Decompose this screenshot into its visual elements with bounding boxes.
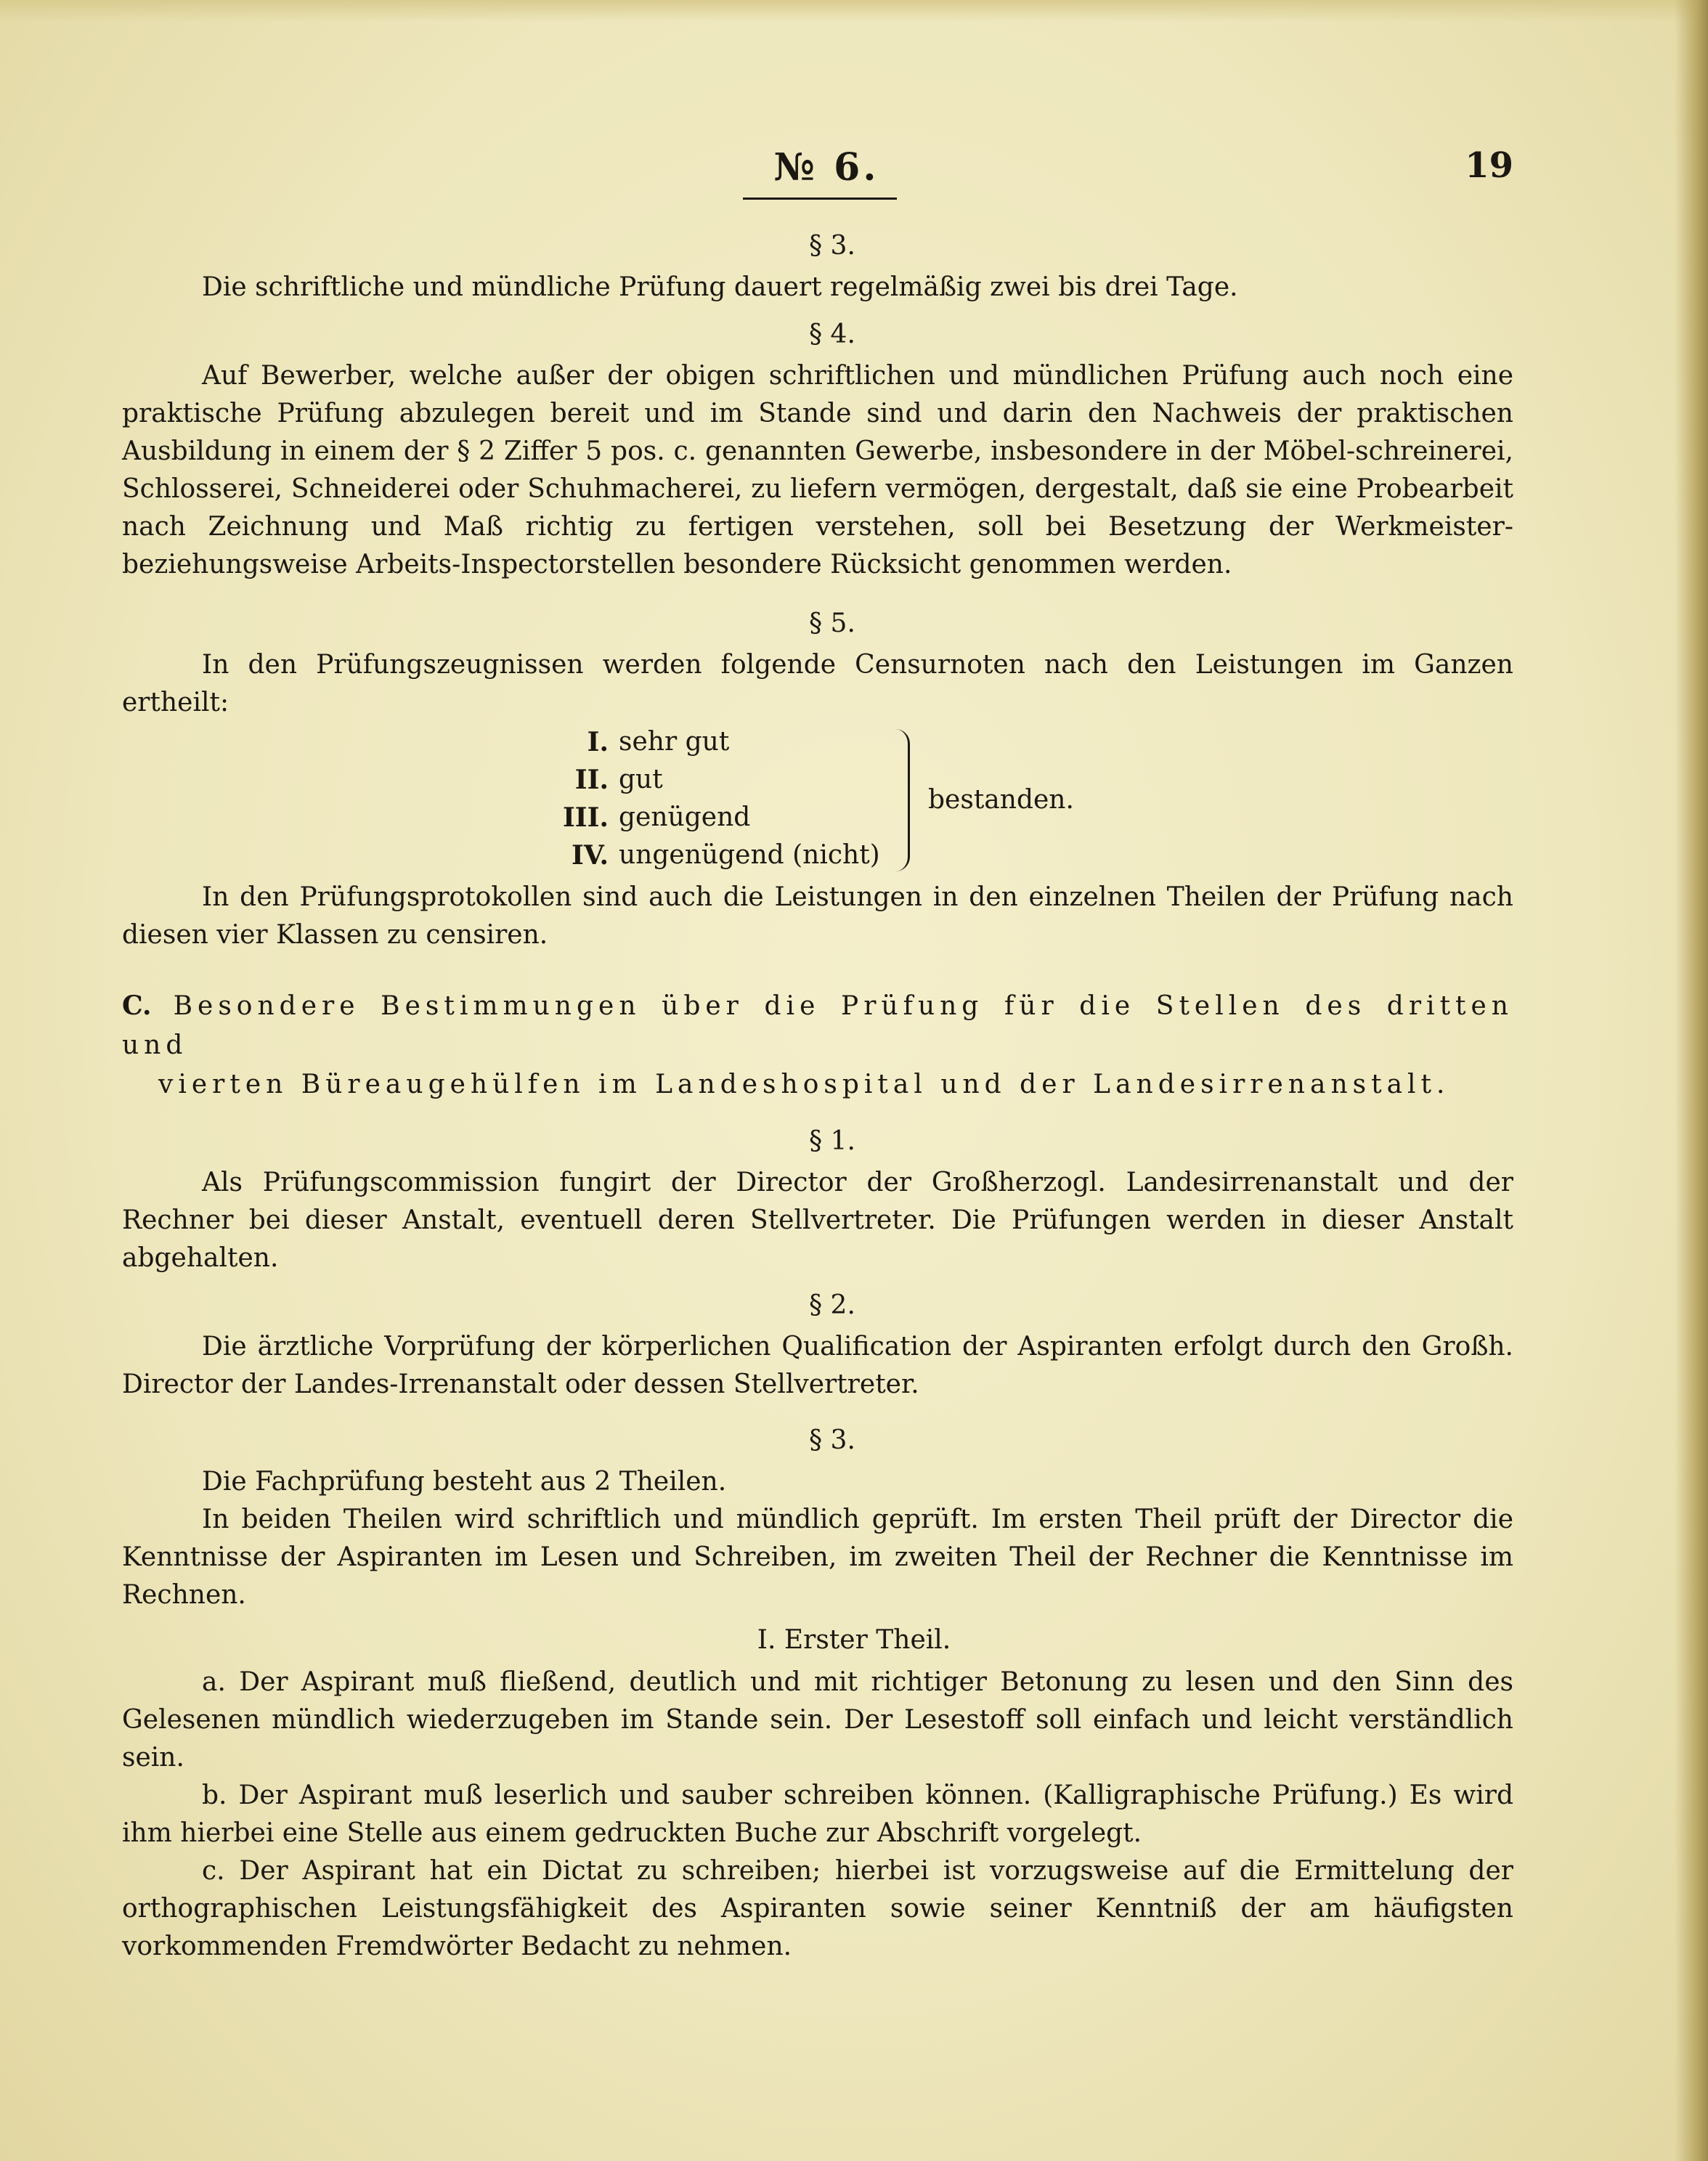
paper-edge-right <box>1675 0 1708 2161</box>
grade-label: gut <box>619 765 663 794</box>
page-number: 19 <box>1465 145 1513 186</box>
section-c-title-line1: Besondere Bestimmungen über die Prüfung für die Stellen des dritten und <box>122 991 1513 1060</box>
grouping-brace <box>889 729 910 871</box>
paragraph: In den Prüfungsprotokollen sind auch die Leistungen in den einzelnen Theilen der Prüfung nach diesen vier Klassen zu censiren. <box>122 882 1513 950</box>
grade-row <box>558 837 880 874</box>
section-heading: § 3. <box>809 1425 855 1455</box>
grade-number: IV. <box>571 840 609 871</box>
section-heading: § 1. <box>809 1126 855 1156</box>
section-c-heading <box>122 986 1513 1104</box>
grade-label: genügend <box>619 802 751 832</box>
paragraph: Die ärztliche Vorprüfung der körperlichen Qualification der Aspiranten erfolgt durch den Großh. Director der Landes-Irrenanstalt oder dessen Stellvertreter. <box>122 1332 1513 1399</box>
grade-list <box>122 723 1513 876</box>
list-item: c. Der Aspirant hat ein Dictat zu schreiben; hierbei ist vorzugsweise auf die Ermittelung der orthographischen Leistungsfähigkeit des Aspiranten sowie seiner Kenntniß der am häufigsten vorkommenden Fremdwörter Bedacht zu nehmen. <box>122 1856 1513 1961</box>
grade-number: I. <box>587 727 609 757</box>
grade-label: sehr gut <box>619 727 730 757</box>
brace-label: bestanden. <box>928 785 1074 815</box>
paragraph: Auf Bewerber, welche außer der obigen schriftlichen und mündlichen Prüfung auch noch eine praktische Prüfung abzulegen bereit und im Stande sind und darin den Nachweis der praktischen Ausbildung in einem der § 2 Ziffer 5 pos. c. genannten Gewerbe, insbesondere in der Möbel-schreinerei, Schlosserei, Schneiderei oder Schuhmacherei, zu liefern vermögen, dergestalt, daß sie eine Probearbeit nach Zeichnung und Maß richtig zu fertigen verstehen, soll bei Besetzung der Werkmeister-beziehungsweise Arbeits-Inspectorstellen besondere Rücksicht genommen werden. <box>122 361 1513 579</box>
paragraph: Die Fachprüfung besteht aus 2 Theilen. <box>202 1467 727 1497</box>
grade-number: II. <box>574 765 609 795</box>
section-heading: § 3. <box>809 231 855 261</box>
paragraph: In beiden Theilen wird schriftlich und mündlich geprüft. Im ersten Theil prüft der Director die Kenntnisse der Aspiranten im Lesen und Schreiben, im zweiten Theil der Rechner die Kenntnisse im Rechnen. <box>122 1505 1513 1610</box>
grade-row <box>558 799 880 837</box>
grade-number: III. <box>562 802 609 833</box>
paragraph: Als Prüfungscommission fungirt der Director der Großherzogl. Landesirrenanstalt und der Rechner bei dieser Anstalt, eventuell deren Stellvertreter. Die Prüfungen werden in dieser Anstalt abgehalten. <box>122 1168 1513 1273</box>
grade-row <box>558 761 880 799</box>
section-letter: C. <box>122 990 152 1021</box>
grade-row <box>558 723 880 761</box>
issue-number: № 6. <box>773 145 879 190</box>
paper-edge-top <box>0 0 1708 22</box>
list-item: b. Der Aspirant muß leserlich und sauber schreiben können. (Kalligraphische Prüfung.) Es wird ihm hierbei eine Stelle aus einem gedruckten Buche zur Abschrift vorgelegt. <box>122 1781 1513 1848</box>
section-heading: § 2. <box>809 1290 855 1320</box>
part-heading: I. Erster Theil. <box>757 1625 951 1655</box>
issue-underline <box>743 198 897 200</box>
section-c-title-line2: vierten Büreaugehülfen im Landeshospital und der Landesirrenanstalt. <box>158 1070 1450 1099</box>
text-area <box>122 145 1513 1966</box>
page-header <box>122 145 1513 218</box>
grade-label: ungenügend (nicht) <box>619 840 880 870</box>
section-heading: § 5. <box>809 609 855 638</box>
list-item: a. Der Aspirant muß fließend, deutlich und mit richtiger Betonung zu lesen und den Sinn des Gelesenen mündlich wiederzugeben im Stande sein. Der Lesestoff soll einfach und leicht verständlich sein. <box>122 1667 1513 1773</box>
paragraph: Die schriftliche und mündliche Prüfung dauert regelmäßig zwei bis drei Tage. <box>202 272 1238 302</box>
section-heading: § 4. <box>809 320 855 349</box>
paragraph: In den Prüfungszeugnissen werden folgende Censurnoten nach den Leistungen im Ganzen ertheilt: <box>122 650 1513 717</box>
